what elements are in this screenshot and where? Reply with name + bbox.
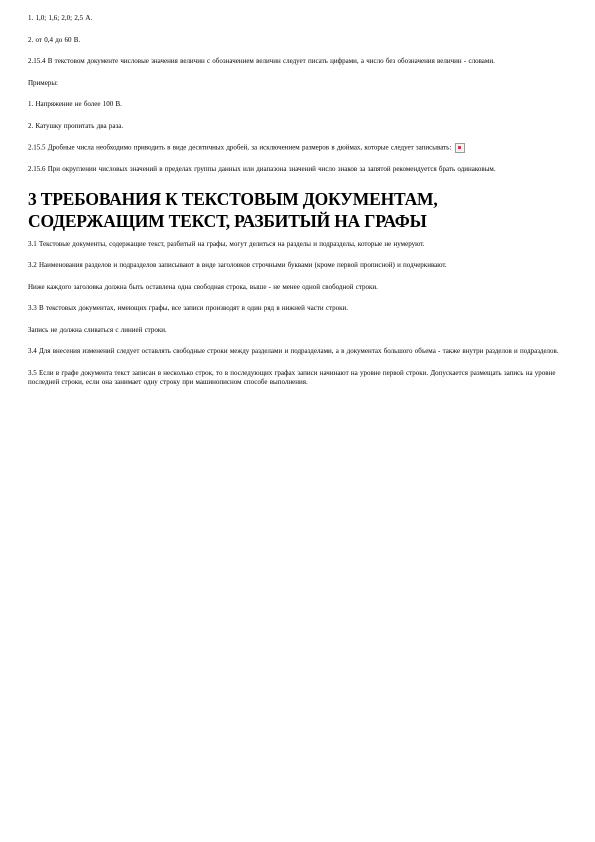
paragraph-2-15-5-text: 2.15.5 Дробные числа необходимо приводить в виде десятичных дробей, за исключением размеров в дюймах, которые следует записывать: [28, 143, 452, 152]
paragraph-3-1: 3.1 Текстовые документы, содержащие текст, разбитый на графы, могут делиться на разделы и подразделы, которые не нумеруют. [28, 239, 425, 248]
paragraph-2-15-4: 2.15.4 В текстовом документе числовые значения величин с обозначением величин следует писать цифрами, а число без обозначения величин - словами. [28, 57, 495, 65]
section-heading: 3 ТРЕБОВАНИЯ К ТЕКСТОВЫМ ДОКУМЕНТАМ, СОДЕРЖАЩИМ ТЕКСТ, РАЗБИТЫЙ НА ГРАФЫ [28, 188, 438, 231]
paragraph-3-5: 3.5 Если в графе документа текст записан в несколько строк, то в последующих графах записи начинают на уровне первой строки. Допускается размещать запись на уровне последней строки, если она занимает одну строку при машинописном способе выполнения. [28, 368, 556, 387]
example-item-2: 2. Катушку пропитать два раза. [28, 121, 124, 130]
paragraph-3-2: 3.2 Наименования разделов и подразделов записывают в виде заголовков строчными буквами (кроме первой прописной) и подчеркивают. [28, 261, 447, 270]
examples-label: Примеры: [28, 78, 58, 87]
broken-image-icon [455, 143, 465, 153]
document-page [28, 14, 568, 388]
paragraph-2-15-6: 2.15.6 При округлении числовых значений в пределах группы данных или диапазона значений число знаков за запятой рекомендуется брать одинаковым. [28, 165, 496, 174]
paragraph-3-4: 3.4 Для внесения изменений следует оставлять свободные строки между разделами и подразделами, а в документах большого объема - также внутри разделов и подразделов. [28, 347, 559, 356]
list-item-1: 1. 1,0; 1,6; 2,0; 2,5 А. [28, 14, 93, 22]
paragraph-3-2-note: Ниже каждого заголовка должна быть оставлена одна свободная строка, выше - не менее одной свободной строки. [28, 282, 378, 291]
list-item-2: 2. от 0,4 до 60 В. [28, 35, 81, 44]
paragraph-2-15-5 [28, 143, 568, 153]
paragraph-3-3-note: Запись не должна сливаться с линией строки. [28, 325, 167, 334]
paragraph-3-3: 3.3 В текстовых документах, имеющих графы, все записи производят в один ряд в нижней части строки. [28, 304, 349, 313]
example-item-1: 1. Напряжение не более 100 В. [28, 100, 122, 108]
